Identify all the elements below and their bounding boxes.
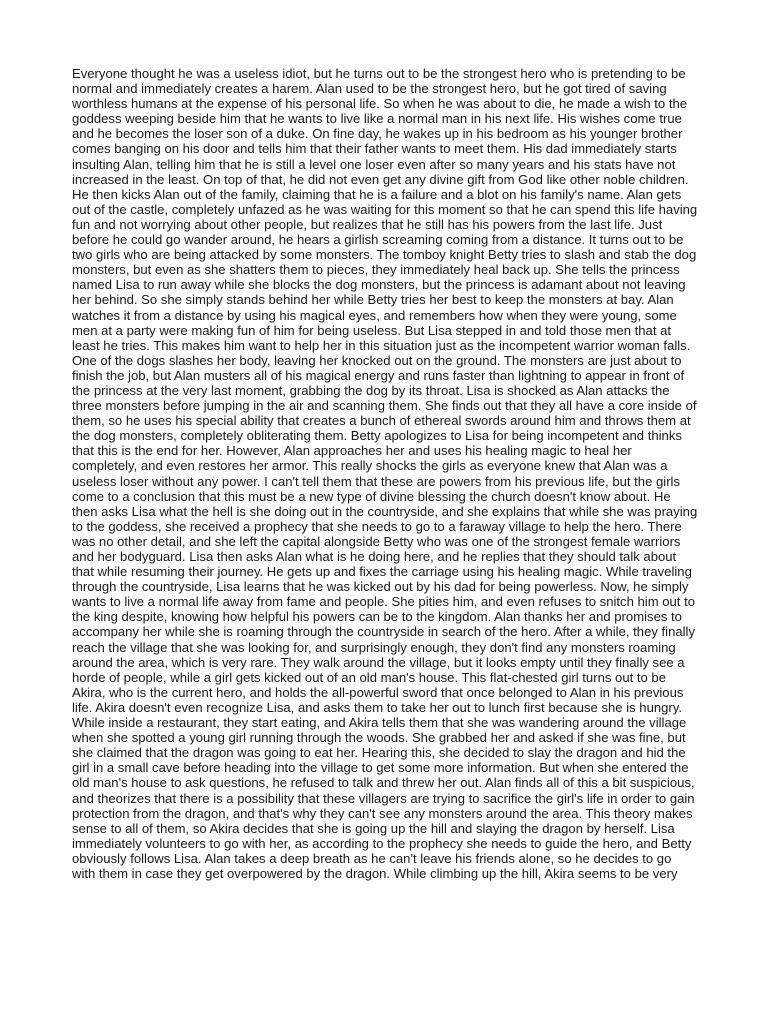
body-paragraph: Everyone thought he was a useless idiot, but he turns out to be the strongest hero who is pretending to be normal and immediately creates a harem. Alan used to be the strongest hero, but he got tired of saving worthless humans at the expense of his personal life. So when he was about to die, he made a wish to the goddess weeping beside him that he wants to live like a normal man in his next life. His wishes come true and he becomes the loser son of a duke. On fine day, he wakes up in his bedroom as his younger brother comes banging on his door and tells him that their father wants to meet them. His dad immediately starts insulting Alan, telling him that he is still a level one loser even after so many years and his stats have not increased in the least. On top of that, he did not even get any divine gift from God like other noble children. He then kicks Alan out of the family, claiming that he is a failure and a blot on his family's name. Alan gets out of the castle, completely unfazed as he was waiting for this moment so that he can spend this life having fun and not worrying about other people, but realizes that he still has his powers from the last life. Just before he could go wander around, he hears a girlish screaming coming from a distance. It turns out to be two girls who are being attacked by some monsters. The tomboy knight Betty tries to slash and stab the dog monsters, but even as she shatters them to pieces, they immediately heal back up. She tells the princess named Lisa to run away while she blocks the dog monsters, but the princess is adamant about not leaving her behind. So she simply stands behind her while Betty tries her best to keep the monsters at bay. Alan watches it from a distance by using his magical eyes, and remembers how when they were young, some men at a party were making fun of him for being useless. But Lisa stepped in and told those men that at least he tries. This makes him want to help her in this situation just as the incompetent warrior woman falls. One of the dogs slashes her body, leaving her knocked out on the ground. The monsters are just about to finish the job, but Alan musters all of his magical energy and runs faster than lightning to appear in front of the princess at the very last moment, grabbing the dog by its throat. Lisa is shocked as Alan attacks the three monsters before jumping in the air and scanning them. She finds out that they all have a core inside of them, so he uses his special ability that creates a bunch of ethereal swords around him and throws them at the dog monsters, completely obliterating them. Betty apologizes to Lisa for being incompetent and thinks that this is the end for her. However, Alan approaches her and uses his healing magic to heal her completely, and even restores her armor. This really shocks the girls as everyone knew that Alan was a useless loser without any power. I can't tell them that these are powers from his previous life, but the girls come to a conclusion that this must be a new type of divine blessing the church doesn't know about. He then asks Lisa what the hell is she doing out in the countryside, and she explains that while she was praying to the goddess, she received a prophecy that she needs to go to a faraway village to help the hero. There was no other detail, and she left the capital alongside Betty who was one of the strongest female warriors and her bodyguard. Lisa then asks Alan what is he doing here, and he replies that they should talk about that while resuming their journey. He gets up and fixes the carriage using his healing magic. While traveling through the countryside, Lisa learns that he was kicked out by his dad for being powerless. Now, he simply wants to live a normal life away from fame and people. She pities him, and even refuses to snitch him out to the king despite, knowing how helpful his powers can be to the kingdom. Alan thanks her and promises to accompany her while she is roaming through the countryside in search of the hero. After a while, they finally reach the village that she was looking for, and surprisingly enough, they don't find any monsters roaming around the area, which is very rare. They walk around the village, but it looks empty until they finally see a horde of people, while a girl gets kicked out of an old man's house. This flat-chested girl turns out to be Akira, who is the current hero, and holds the all-powerful sword that once belonged to Alan in his previous life. Akira doesn't even recognize Lisa, and asks them to take her out to lunch first because she is hungry. While inside a restaurant, they start eating, and Akira tells them that she was wandering around the village when she spotted a young girl running through the woods. She grabbed her and asked if she was fine, but she claimed that the dragon was going to eat her. Hearing this, she decided to slay the dragon and hid the girl in a small cave before heading into the village to get some more information. But when she entered the old man's house to ask questions, he refused to talk and threw her out. Alan finds all of this a bit suspicious, and theorizes that there is a possibility that these villagers are trying to sacrifice the girl's life in order to gain protection from the dragon, and that's why they can't see any monsters around the area. This theory makes sense to all of them, so Akira decides that she is going up the hill and slaying the dragon by herself. Lisa immediately volunteers to go with her, as according to the prophecy she needs to guide the hero, and Betty obviously follows Lisa. Alan takes a deep breath as he can't leave his friends alone, so he decides to go with them in case they get overpowered by the dragon. While climbing up the hill, Akira seems to be very	[72, 66, 698, 881]
